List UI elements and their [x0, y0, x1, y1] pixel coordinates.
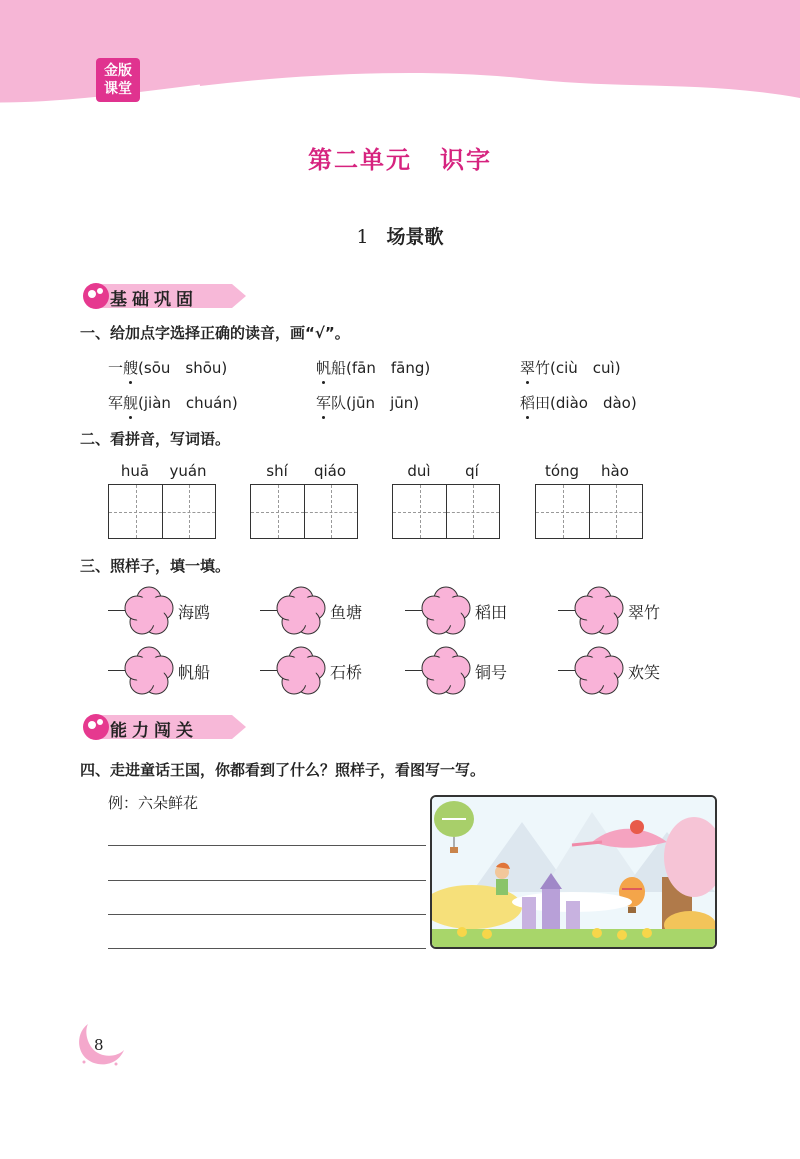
q1-choice-3[interactable]: 翠竹(ciù cuì) [520, 359, 621, 377]
pinyin-label: hào [601, 462, 629, 480]
flower-icon [124, 586, 174, 636]
q1-choice-5[interactable]: 军队(jūn jūn) [316, 394, 420, 412]
answer-line-4[interactable] [108, 948, 426, 949]
pinyin-label: shí [266, 462, 288, 480]
section-badge-ability: 能力闯关 [80, 712, 250, 742]
writing-grid[interactable] [392, 484, 500, 539]
dotted-char: 帆 [316, 359, 332, 377]
flower-word: 鱼塘 [330, 603, 363, 622]
pinyin-label: huā [120, 462, 150, 480]
dotted-char: 翠 [520, 359, 536, 377]
writing-grid[interactable] [250, 484, 358, 539]
flower-icon [276, 646, 326, 696]
dotted-char: 军 [316, 394, 332, 412]
flower-word: 海鸥 [178, 603, 211, 622]
flower-word: 铜号 [475, 663, 508, 682]
pinyin-label: tóng [544, 462, 580, 480]
illustration-scene [432, 797, 715, 947]
writing-grid[interactable] [108, 484, 216, 539]
q1-choice-4[interactable]: 军舰(jiàn chuán) [108, 394, 238, 412]
dotted-char: 艘 [123, 359, 139, 377]
page-number: 8 [94, 1036, 104, 1054]
pinyin-label: qí [465, 462, 479, 480]
q4-example: 例：六朵鲜花 [108, 794, 199, 812]
dotted-char: 舰 [123, 394, 139, 412]
pinyin-label: duì [407, 462, 431, 480]
q1-choice-2[interactable]: 帆船(fān fāng) [316, 359, 431, 377]
pinyin-label: qiáo [313, 462, 347, 480]
pinyin-label: yuán [169, 462, 207, 480]
flower-icon [421, 586, 471, 636]
lesson-title: 1 场景歌 [356, 226, 444, 248]
flower-icon [276, 586, 326, 636]
answer-line-3[interactable] [108, 914, 426, 915]
flower-word: 帆船 [178, 663, 211, 682]
question-2-prompt: 二、看拼音，写词语。 [80, 430, 231, 448]
answer-line-2[interactable] [108, 880, 426, 881]
question-3-prompt: 三、照样子，填一填。 [80, 557, 231, 575]
flower-word: 稻田 [475, 603, 508, 622]
flower-icon [124, 646, 174, 696]
question-4-prompt: 四、走进童话王国，你都看到了什么？照样子，看图写一写。 [80, 761, 486, 779]
question-1-prompt: 一、给加点字选择正确的读音，画“√”。 [80, 324, 350, 342]
dotted-char: 稻 [520, 394, 536, 412]
section-badge-basics: 基础巩固 [80, 281, 250, 311]
q1-choice-6[interactable]: 稻田(diào dào) [520, 394, 637, 412]
brand-logo: 金版 课堂 [96, 58, 140, 102]
writing-grid[interactable] [535, 484, 643, 539]
flower-icon [574, 646, 624, 696]
flower-icon [421, 646, 471, 696]
flower-word: 欢笑 [628, 663, 661, 682]
unit-title: 第二单元 识字 [308, 146, 492, 174]
flower-word: 翠竹 [628, 603, 661, 622]
q1-choice-1[interactable]: 一艘(sōu shōu) [108, 359, 228, 377]
flower-icon [574, 586, 624, 636]
flower-word: 石桥 [330, 663, 363, 682]
answer-line-1[interactable] [108, 845, 426, 846]
fairy-tale-illustration [430, 795, 717, 949]
